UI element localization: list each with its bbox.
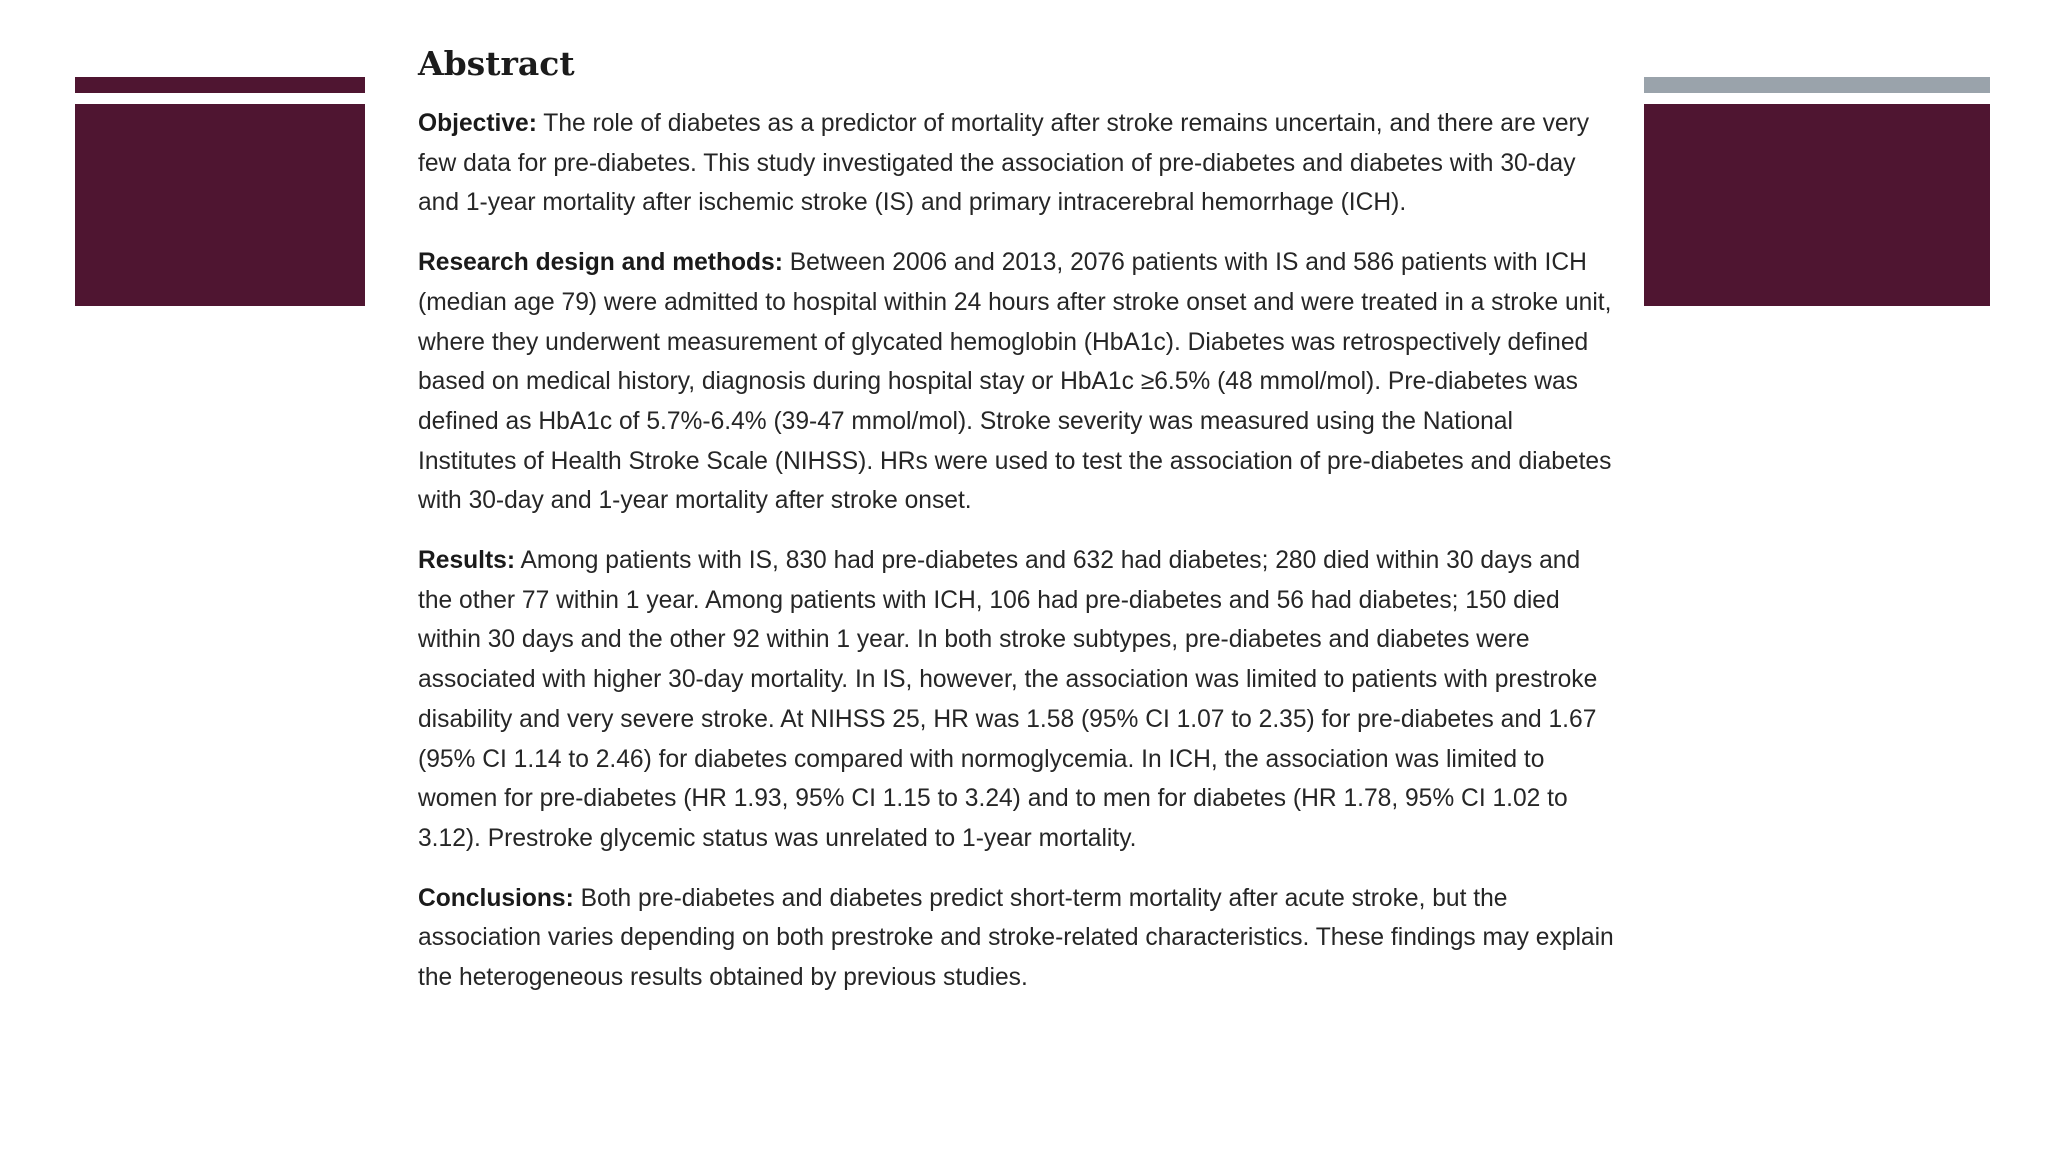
results-text: Among patients with IS, 830 had pre-diabetes and 632 had diabetes; 280 died within 30 days and the other 77 within 1 year. Among patients with ICH, 106 had pre-diabetes and 56 had diabetes; 150 died within 30 days and the other 92 within 1 year. In both stroke subtypes, pre-diabetes and diabetes were associated with higher 30-day mortality. In IS, however, the association was limited to patients with prestroke disability and very severe stroke. At NIHSS 25, HR was 1.58 (95% CI 1.07 to 2.35) for pre-diabetes and 1.67 (95% CI 1.14 to 2.46) for diabetes compared with normoglycemia. In ICH, the association was limited to women for pre-diabetes (HR 1.93, 95% CI 1.15 to 3.24) and to men for diabetes (HR 1.78, 95% CI 1.02 to 3.12). Prestroke glycemic status was unrelated to 1-year mortality. [418, 547, 1598, 852]
conclusions-label: Conclusions: [418, 884, 574, 912]
methods-text: Between 2006 and 2013, 2076 patients with IS and 586 patients with ICH (median age 79) were admitted to hospital within 24 hours after stroke onset and were treated in a stroke unit, where they underwent measurement of glycated hemoglobin (HbA1c). Diabetes was retrospectively defined based on medical history, diagnosis during hospital stay or HbA1c ≥6.5% (48 mmol/mol). Pre-diabetes was defined as HbA1c of 5.7%-6.4% (39-47 mmol/mol). Stroke severity was measured using the National Institutes of Health Stroke Scale (NIHSS). HRs were used to test the association of pre-diabetes and diabetes with 30-day and 1-year mortality after stroke onset. [418, 249, 1612, 515]
left-decor-bar [75, 77, 365, 93]
objective-paragraph [418, 104, 1618, 223]
results-label: Results: [418, 547, 516, 575]
methods-paragraph [418, 243, 1618, 521]
abstract-heading: Abstract [418, 44, 575, 83]
methods-label: Research design and methods: [418, 249, 783, 277]
objective-label: Objective: [418, 110, 537, 137]
conclusions-paragraph [418, 879, 1618, 998]
right-decor-bar [1644, 77, 1990, 93]
abstract-section [418, 42, 1618, 1018]
results-paragraph [418, 541, 1618, 859]
conclusions-text: Both pre-diabetes and diabetes predict short-term mortality after acute stroke, but the association varies depending on both prestroke and stroke-related characteristics. These findings may explain the heterogeneous results obtained by previous studies. [418, 884, 1614, 992]
right-decor-block [1644, 104, 1990, 306]
objective-text: The role of diabetes as a predictor of mortality after stroke remains uncertain, and there are very few data for pre-diabetes. This study investigated the association of pre-diabetes and diabetes with 30-day and 1-year mortality after ischemic stroke (IS) and primary intracerebral hemorrhage (ICH). [418, 110, 1590, 217]
left-decor-block [75, 104, 365, 306]
